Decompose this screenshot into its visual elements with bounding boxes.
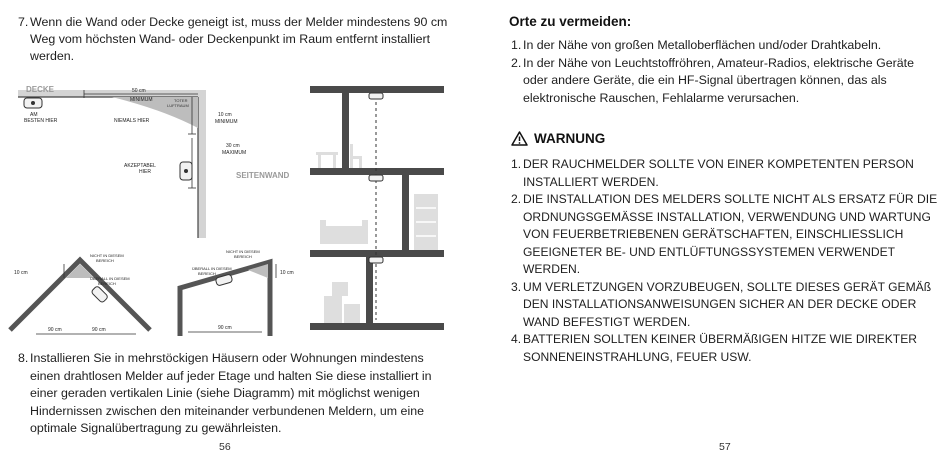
item-number: 2. [511, 192, 522, 206]
dist-50-value: 50 cm [132, 88, 146, 94]
sloped-not-here-1: NICHT IN DIESEM [226, 249, 260, 254]
roof-dist-90a: 90 cm [48, 327, 62, 333]
best-label-2: BESTEN HIER [24, 118, 58, 124]
dist-50-note: MINIMUM [130, 97, 153, 103]
floor-slab-2 [310, 250, 444, 257]
detector-floor-1-icon [369, 257, 383, 263]
instruction-item-8 [18, 350, 448, 438]
places-to-avoid-heading: Orte zu vermeiden: [509, 14, 632, 29]
pitched-roof-diagram [4, 250, 164, 340]
item-number: 1. [511, 157, 522, 171]
dist-30-note: MAXIMUM [222, 150, 247, 156]
sloped-anywhere-2: BEREICH [198, 271, 216, 276]
wall-1 [342, 86, 349, 175]
warning-triangle-icon [511, 131, 528, 146]
roof-slab [310, 86, 444, 93]
list-item [511, 37, 931, 55]
roof-dist-10: 10 cm [14, 270, 28, 276]
roof-dist-90b: 90 cm [92, 327, 106, 333]
item-text: DIE INSTALLATION DES MELDERS SOLLTE NICHT ALS ERSATZ FÜR DIE ORDNUNGSGEMÄSSE INSTALLATION, VERWENDUNG UND WARTUNG VON FEUERBETRIEBENEN GERÄTSCHAFTEN, EINSCHLIESSLICH GEEIGNETER BE- UND ENTLÜFTUNGSSYSTEMEN VERWENDET WERDEN. [523, 192, 938, 276]
acceptable-label-1: AKZEPTABEL [124, 163, 156, 169]
acceptable-label-2: HIER [139, 169, 151, 175]
sloped-dist-10: 10 cm [280, 270, 294, 276]
dead-air-label-1: TOTER [174, 98, 188, 103]
places-to-avoid-list [511, 37, 931, 107]
item-number: 7. [18, 15, 29, 29]
sofa-icon [320, 220, 368, 244]
boxes-icon [324, 282, 360, 323]
ceiling-wall-placement-diagram [14, 80, 314, 245]
item-number: 1. [511, 38, 522, 52]
item-number: 3. [511, 279, 522, 294]
dist-10-note: MINIMUM [215, 119, 238, 125]
best-label-1: AM [30, 112, 38, 118]
item-number: 4. [511, 332, 522, 346]
wall-label: SEITENWAND [236, 171, 290, 180]
roof-not-here-1: NICHT IN DIESEM [90, 253, 124, 258]
wall-band [198, 90, 206, 238]
right-page [475, 0, 950, 455]
ground-slab [310, 323, 444, 330]
sloped-ceiling-diagram [172, 248, 312, 340]
detector-floor-2-icon [369, 175, 383, 181]
item-text: UM VERLETZUNGEN VORZUBEUGEN, SOLLTE DIESES GERÄT GEMÄß DEN INSTALLATIONSANWEISUNGEN SICHER AN DER DECKE ODER WAND BEFESTIGT WERDEN. [523, 279, 932, 329]
detector-floor-3-icon [369, 93, 383, 99]
smoke-detector-icon [24, 98, 42, 108]
item-text: BATTERIEN SOLLTEN KEINER ÜBERMÄßIGEN HITZE WIE DIREKTER SONNENEINSTRAHLUNG, FEUER USW. [523, 332, 917, 364]
table-chair-icon [316, 144, 362, 168]
item-number: 8. [18, 351, 29, 365]
item-number: 2. [511, 55, 522, 70]
item-text: DER RAUCHMELDER SOLLTE VON EINER KOMPETENTEN PERSON INSTALLIERT WERDEN. [523, 157, 914, 189]
ceiling-label: DECKE [26, 85, 55, 94]
floor-slab-1 [310, 168, 444, 175]
page-number-left: 56 [219, 441, 231, 453]
item-text: Wenn die Wand oder Decke geneigt ist, muss der Melder mindestens 90 cm Weg vom höchsten Wand- oder Deckenpunkt im Raum entfernt installiert werden. [30, 15, 448, 63]
dead-air-label-2: LUFTRAUM [167, 103, 189, 108]
warning-title: WARNUNG [534, 131, 606, 146]
page-number-right: 57 [719, 441, 731, 453]
item-text: In der Nähe von großen Metalloberflächen und/oder Drahtkabeln. [523, 38, 882, 52]
roof-anywhere-2: BEREICH [98, 281, 116, 286]
sloped-anywhere-1: ÜBERALL IN DIESEM [192, 266, 232, 271]
roof-not-here-2: BEREICH [96, 258, 114, 263]
roof-anywhere-1: ÜBERALL IN DIESEM [90, 276, 130, 281]
instruction-item-7 [18, 14, 448, 65]
item-text: In der Nähe von Leuchtstoffröhren, Amateur-Radios, elektrische Geräte oder andere Geräte, die ein HF-Signal übertragen können, das als elektronische Rauschen, Fehlalarme verursachen. [523, 55, 914, 105]
multi-storey-house-diagram [310, 86, 444, 330]
warning-heading [511, 131, 605, 146]
item-text: Installieren Sie in mehrstöckigen Häusern oder Wohnungen mindestens einen drahtlosen Melder auf jeder Etage und halten Sie diese installiert in einer geraden vertikalen Linie (siehe Diagramm) mit möglichst wenigen Hindernissen zwischen den miteinander verbundenen Meldern, um eine optimale Signalübertragung zu gewährleisten. [30, 351, 432, 435]
list-item [511, 191, 939, 279]
sloped-dist-90: 90 cm [218, 325, 232, 331]
list-item [511, 279, 939, 332]
list-item [511, 55, 931, 108]
warning-list [511, 156, 939, 366]
dist-10-value: 10 cm [218, 112, 232, 118]
sloped-not-here-2: BEREICH [234, 254, 252, 259]
wall-smoke-detector-icon [180, 162, 192, 180]
wall-2 [402, 168, 409, 257]
never-label: NIEMALS HIER [114, 118, 150, 124]
list-item [511, 331, 939, 366]
list-item [511, 156, 939, 191]
dist-30-value: 30 cm [226, 143, 240, 149]
